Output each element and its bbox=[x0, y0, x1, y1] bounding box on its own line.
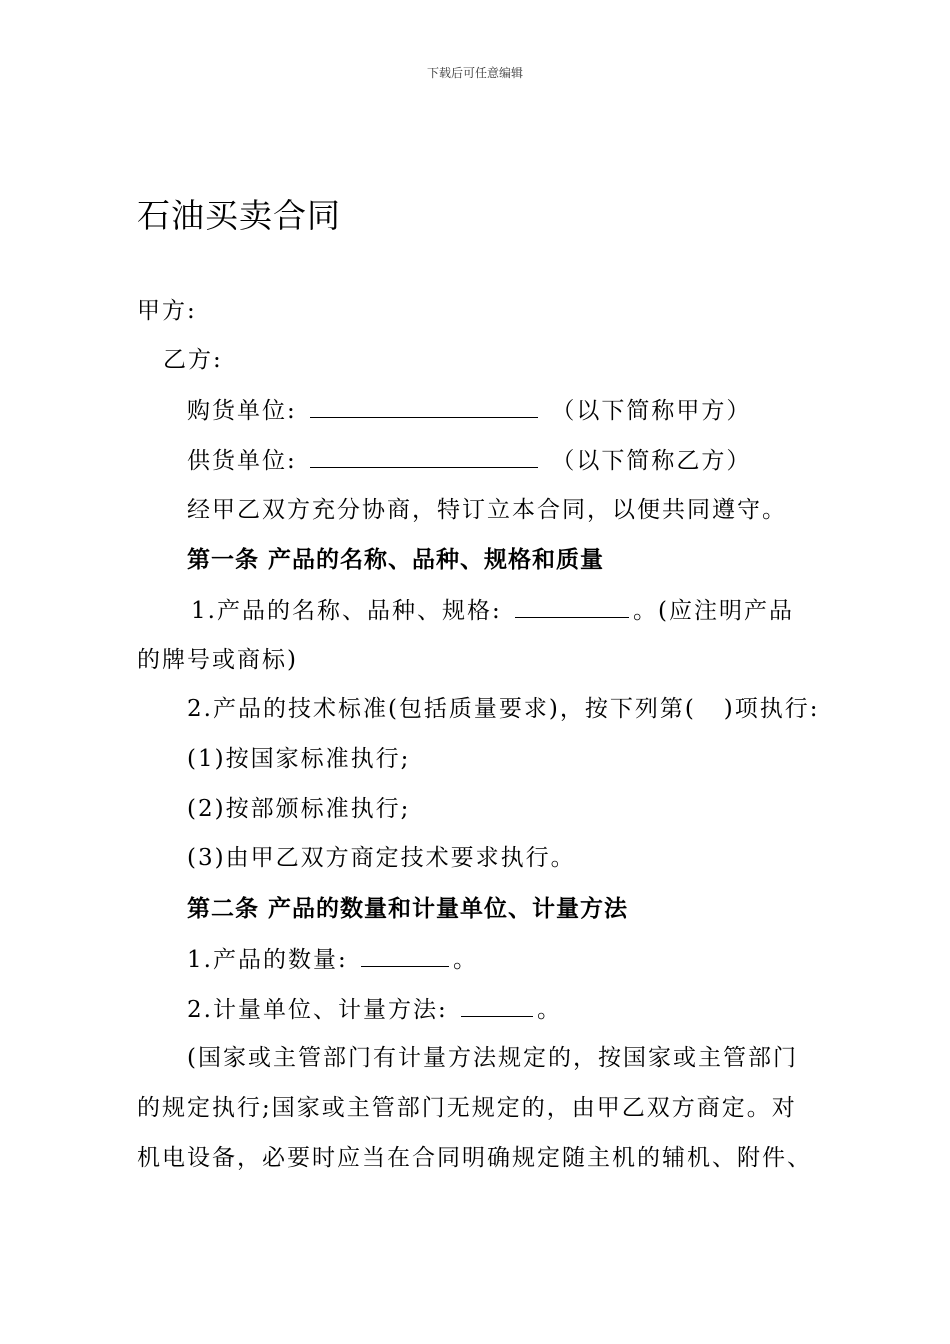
art1-item1-label: 1.产品的名称、品种、规格: bbox=[191, 598, 502, 624]
art1-item2-option1: (1)按国家标准执行; bbox=[187, 746, 411, 772]
seller-label: 供货单位: bbox=[187, 448, 297, 474]
art2-item2-blank[interactable] bbox=[461, 994, 533, 1017]
art2-item1-label: 1.产品的数量: bbox=[187, 947, 348, 973]
art1-item2: 2.产品的技术标准(包括质量要求)，按下列第( )项执行: bbox=[187, 696, 820, 722]
art2-item2-tail: 。 bbox=[537, 997, 563, 1023]
art2-item1-line bbox=[187, 944, 478, 975]
party-b-line: 乙方: bbox=[163, 347, 223, 373]
party-a-line: 甲方: bbox=[137, 298, 197, 324]
art2-note-line1: (国家或主管部门有计量方法规定的，按国家或主管部门 bbox=[187, 1045, 798, 1071]
seller-suffix: （以下简称乙方） bbox=[551, 448, 752, 474]
art2-item1-blank[interactable] bbox=[361, 944, 449, 967]
art2-note-line2: 的规定执行;国家或主管部门无规定的，由甲乙双方商定。对 bbox=[137, 1095, 797, 1121]
art2-item2-label: 2.计量单位、计量方法: bbox=[187, 997, 448, 1023]
document-title: 石油买卖合同 bbox=[137, 196, 341, 235]
art2-note-line3: 机电设备，必要时应当在合同明确规定随主机的辅机、附件、 bbox=[137, 1145, 812, 1171]
art1-item1-continuation: 的牌号或商标) bbox=[137, 647, 298, 673]
art1-item2-option2: (2)按部颁标准执行; bbox=[187, 796, 411, 822]
page-header: 下载后可任意编辑 bbox=[426, 66, 523, 80]
art2-item2-line bbox=[187, 994, 562, 1025]
seller-line bbox=[187, 445, 751, 476]
art1-item1-line bbox=[191, 595, 794, 626]
buyer-line bbox=[187, 395, 751, 426]
art1-item1-blank[interactable] bbox=[515, 595, 629, 618]
seller-blank[interactable] bbox=[310, 445, 538, 468]
intro-paragraph: 经甲乙双方充分协商，特订立本合同，以便共同遵守。 bbox=[187, 497, 787, 523]
buyer-blank[interactable] bbox=[310, 395, 538, 418]
art1-item1-tail: 。(应注明产品 bbox=[633, 598, 794, 624]
art2-item1-tail: 。 bbox=[453, 947, 479, 973]
article-1-heading: 第一条 产品的名称、品种、规格和质量 bbox=[187, 546, 605, 573]
art1-item2-option3: (3)由甲乙双方商定技术要求执行。 bbox=[187, 845, 576, 871]
buyer-label: 购货单位: bbox=[187, 398, 297, 424]
article-2-heading: 第二条 产品的数量和计量单位、计量方法 bbox=[187, 895, 629, 922]
buyer-suffix: （以下简称甲方） bbox=[551, 398, 752, 424]
